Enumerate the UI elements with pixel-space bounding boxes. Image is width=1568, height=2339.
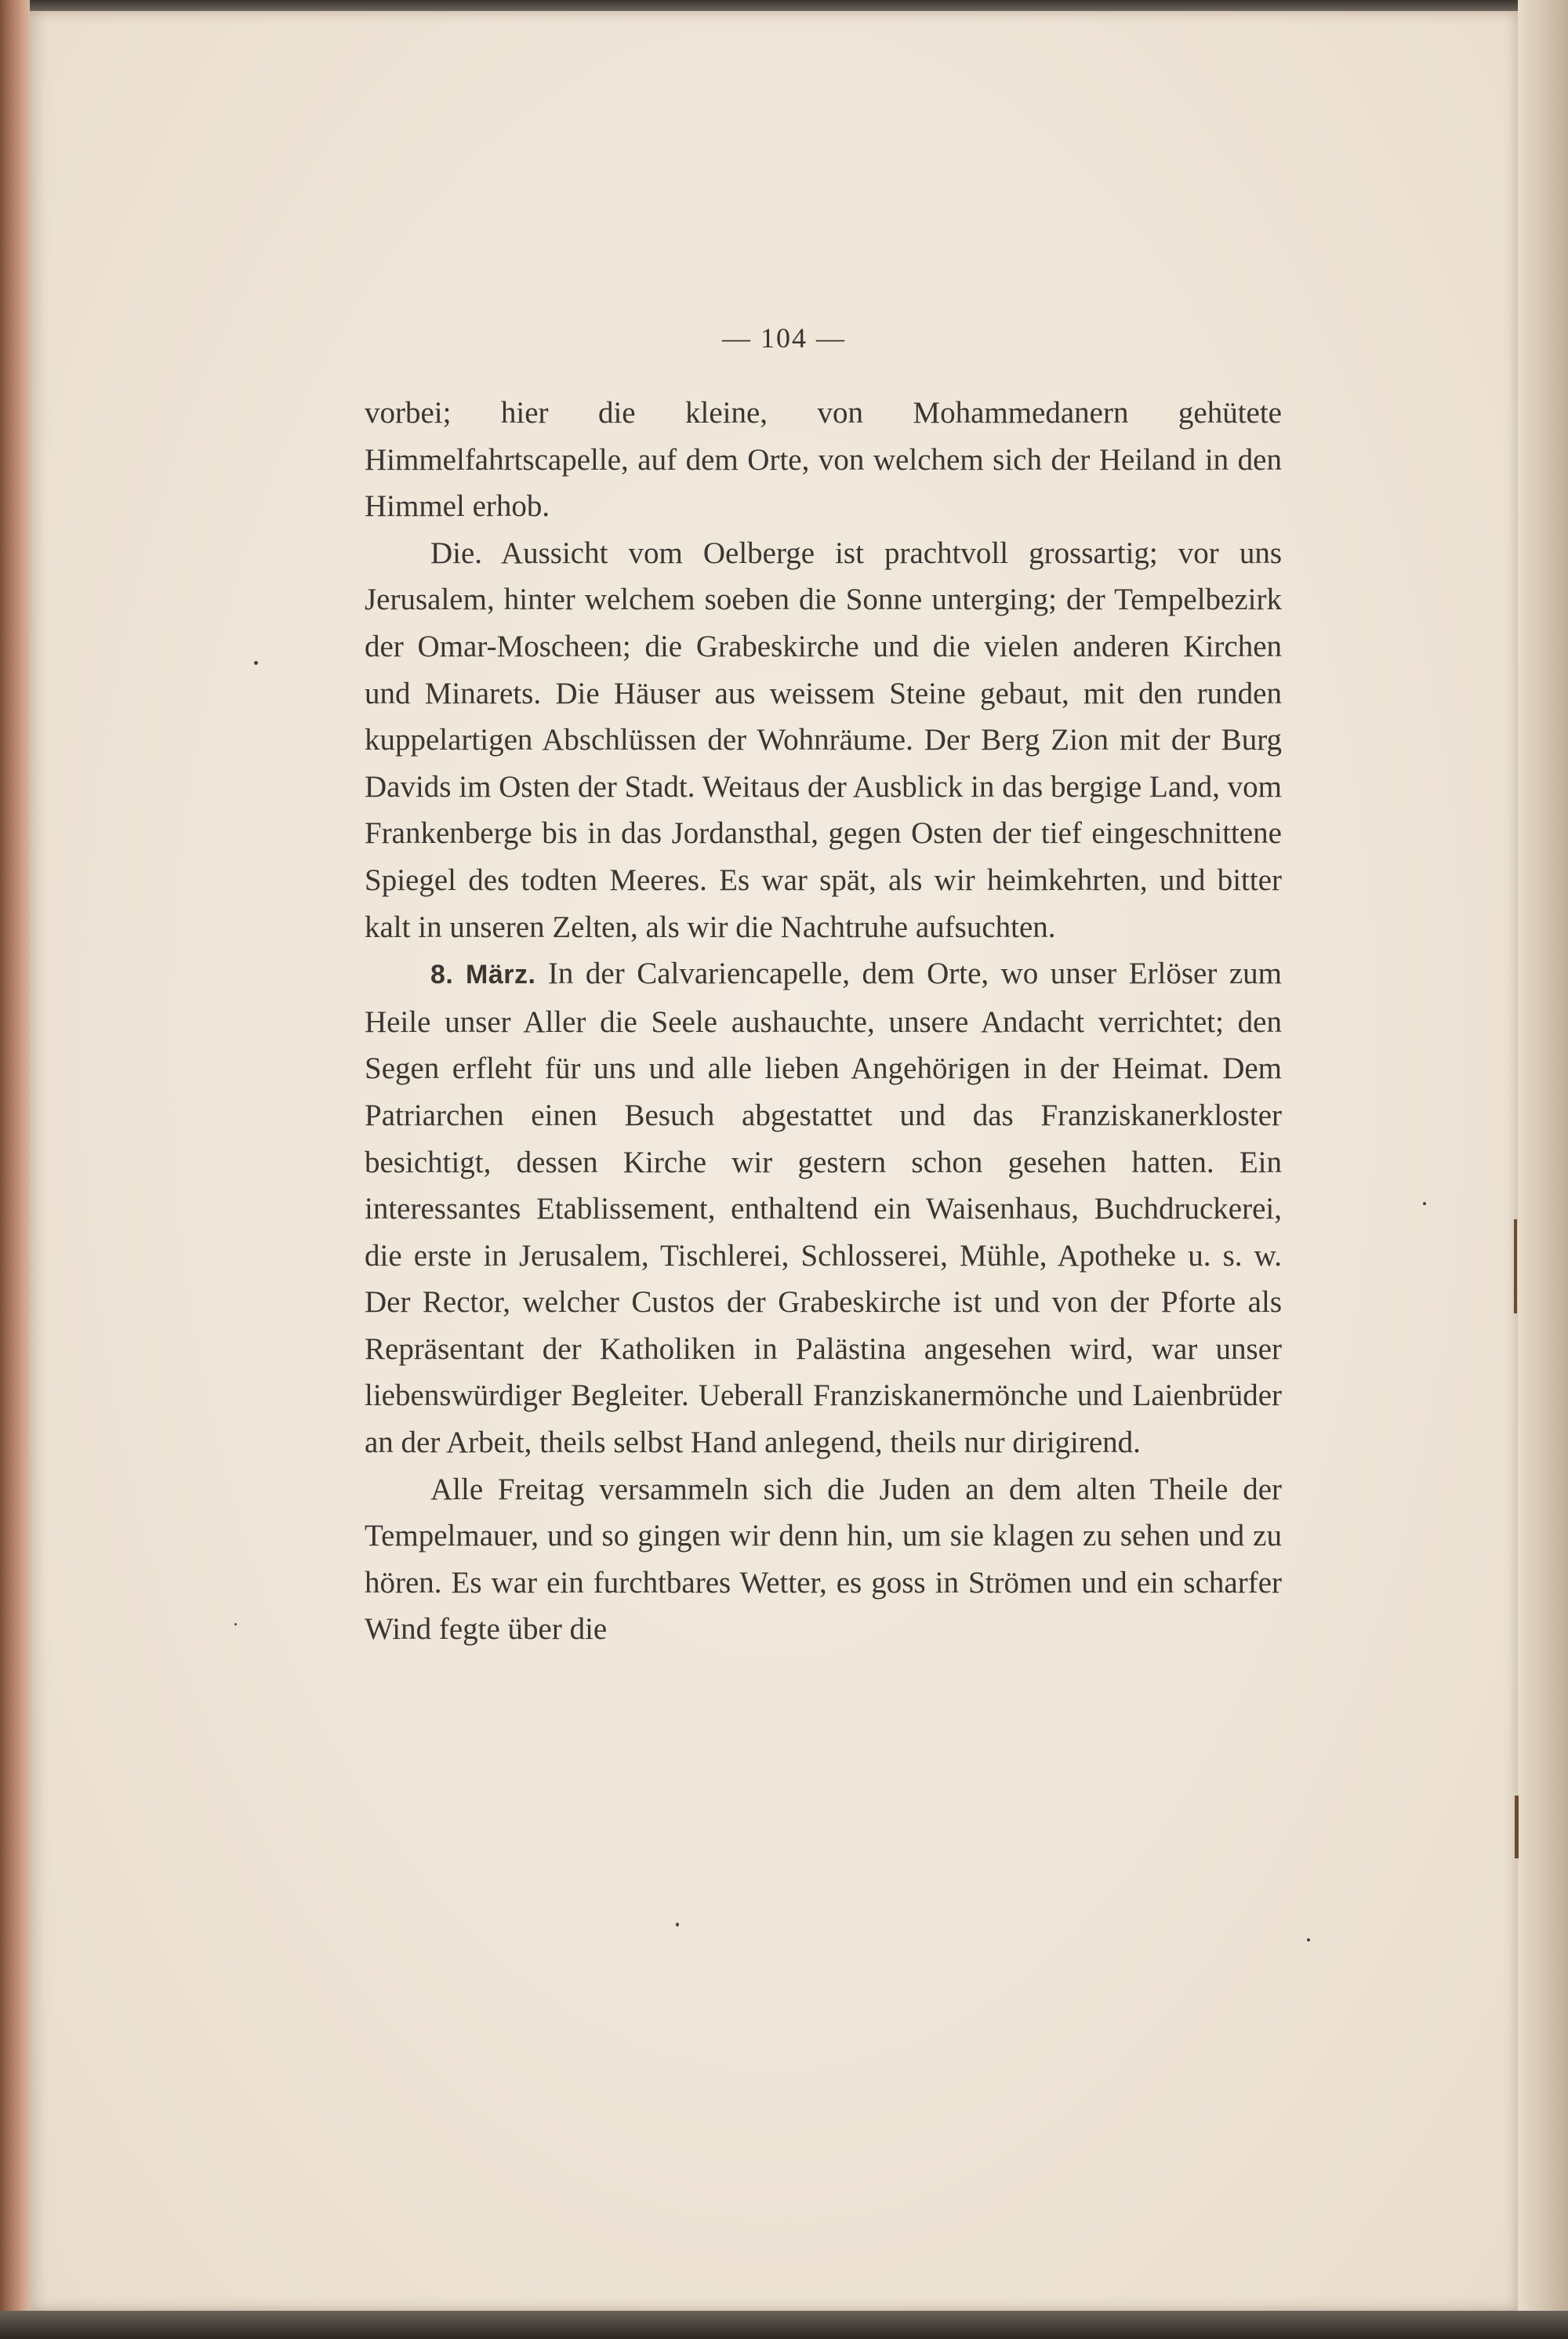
page-edge-mark: [1514, 1219, 1517, 1313]
paragraph: [365, 950, 1282, 1466]
body-text: [365, 390, 1282, 1653]
paragraph-text: vorbei; hier die kleine, von Mohammedanern gehütete Himmelfahrtscapelle, auf dem Orte, von welchem sich der Heiland in den Himmel erhob.: [365, 396, 1282, 524]
paragraph-text: Alle Freitag versammeln sich die Juden an dem alten Theile der Tempelmauer, und so gingen wir denn hin, um sie klagen zu sehen und zu hören. Es war ein furchtbares Wetter, es goss in Strömen und ein scharfer Wind fegte über die: [365, 1472, 1282, 1647]
binding-top-edge: [0, 0, 1568, 11]
paragraph: [365, 1466, 1282, 1653]
scan-speck: [1307, 1938, 1310, 1941]
scan-speck: [234, 1623, 237, 1625]
paragraph-text: Die. Aussicht vom Oelberge ist prachtvoll grossartig; vor uns Jerusalem, hinter welchem soeben die Sonne unterging; der Tempelbezirk der Omar-Moscheen; die Grabeskirche und die vielen anderen Kirchen und Minarets. Die Häuser aus weissem Steine gebaut, mit den runden kuppelartigen Abschlüssen der Wohnräume. Der Berg Zion mit der Burg Davids im Osten der Stadt. Weitaus der Ausblick in das bergige Land, vom Frankenberge bis in das Jordansthal, gegen Osten der tief eingeschnittene Spiegel des todten Meeres. Es war spät, als wir heimkehrten, und bitter kalt in unseren Zelten, als wir die Nachtruhe aufsuchten.: [365, 536, 1282, 944]
paragraph: [365, 390, 1282, 530]
scan-speck: [676, 1923, 679, 1927]
page-edge-mark: [1515, 1796, 1519, 1858]
binding-bottom-edge: [0, 2311, 1568, 2339]
page-number: — 104 —: [722, 322, 846, 354]
paragraph-text: In der Calvariencapelle, dem Orte, wo unser Erlöser zum Heile unser Aller die Seele aushauchte, unsere Andacht verrichtet; den Segen erfleht für uns und alle lieben Angehörigen in der Heimat. Dem Patriarchen einen Besuch abgestattet und das Franziskanerkloster besichtigt, dessen Kirche wir gestern schon gesehen hatten. Ein interessantes Etablissement, enthaltend ein Waisenhaus, Buchdruckerei, die erste in Jerusalem, Tischlerei, Schlosserei, Mühle, Apotheke u. s. w. Der Rector, welcher Custos der Grabeskirche ist und von der Pforte als Repräsentant der Katholiken in Palästina angesehen wird, war unser liebenswürdiger Begleiter. Ueberall Franziskanermönche und Laienbrüder an der Arbeit, theils selbst Hand anlegend, theils nur dirigirend.: [365, 957, 1282, 1460]
paragraph: [365, 530, 1282, 950]
scan-speck: [1423, 1202, 1426, 1205]
scan-speck: [254, 661, 258, 665]
date-heading: 8. März.: [430, 960, 536, 990]
